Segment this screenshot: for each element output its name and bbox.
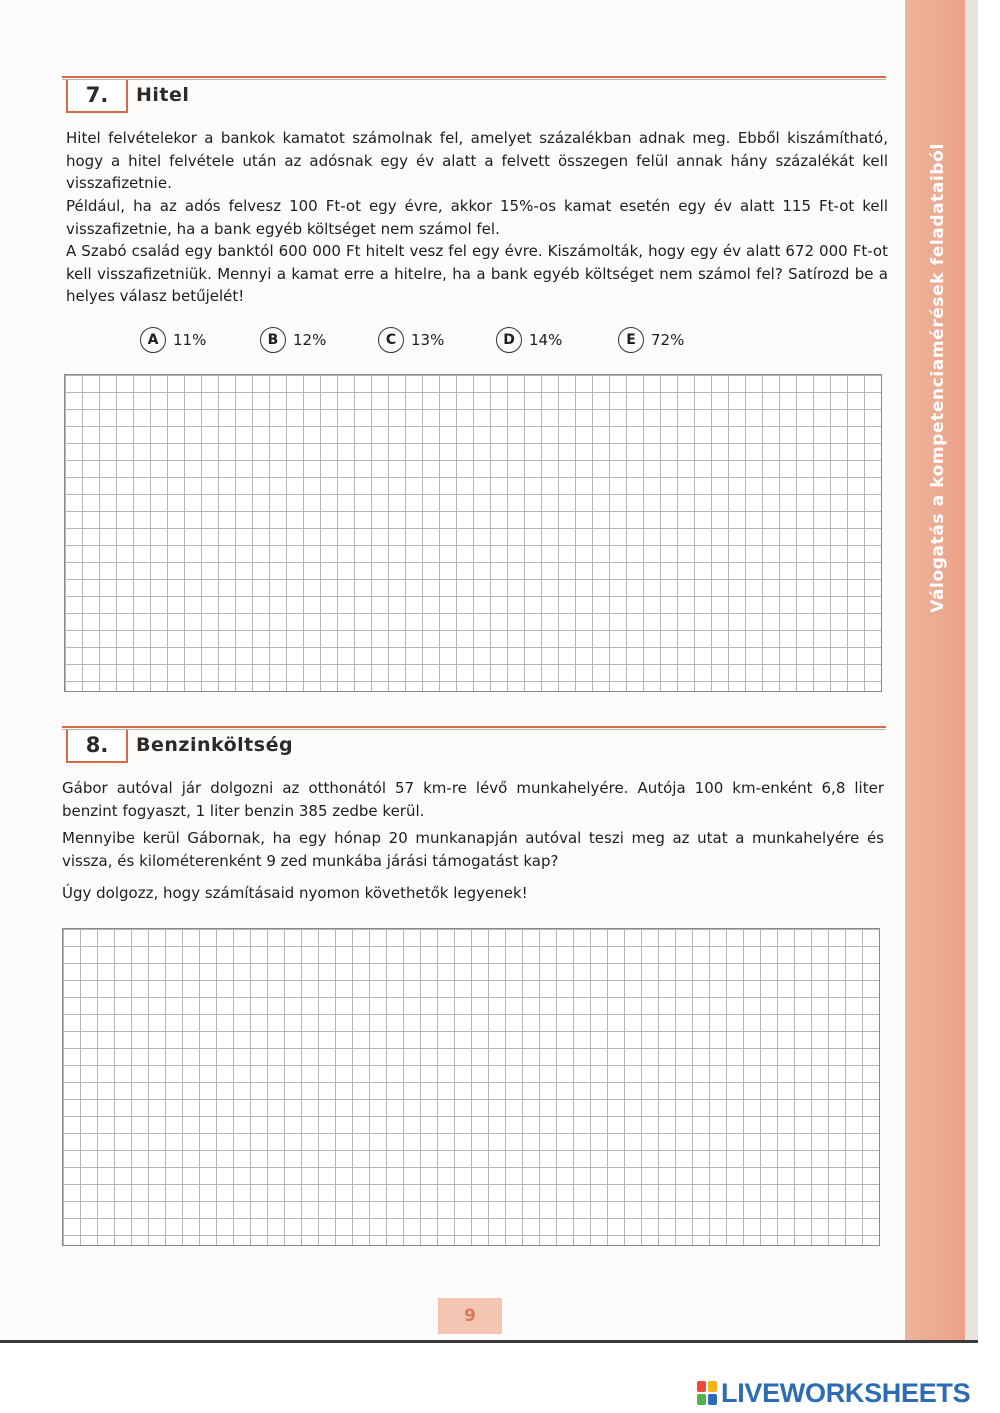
page-number: 9 — [438, 1298, 502, 1334]
liveworksheets-logo-icon — [697, 1381, 717, 1405]
option-c[interactable] — [378, 327, 444, 355]
task8-rule — [62, 726, 886, 730]
task8-header — [62, 726, 886, 766]
task7-rule — [62, 76, 886, 80]
task7-paragraph-2: Például, ha az adós felvesz 100 Ft-ot egy évre, akkor 15%-os kamat esetén egy év alatt 115 Ft-ot kell visszafizetnie, ha a bank egyéb költséget nem számol fel. — [66, 197, 888, 238]
side-tab-label: Válogatás a kompetenciamérések feladataiból — [928, 143, 948, 613]
option-a-letter[interactable]: A — [140, 327, 166, 353]
option-e[interactable] — [618, 327, 684, 355]
task7-number: 7. — [66, 80, 128, 113]
option-e-value: 72% — [651, 331, 685, 349]
task8-work-grid[interactable] — [62, 928, 880, 1246]
option-c-value: 13% — [411, 331, 445, 349]
task7-paragraph-3: A Szabó család egy banktól 600 000 Ft hitelt vesz fel egy évre. Kiszámolták, hogy egy év alatt 672 000 Ft-ot kell visszafizetniük. Mennyi a kamat erre a hitelre, ha a bank egyéb költséget nem számol fel? Satírozd be a helyes válasz betűjelét! — [66, 242, 888, 305]
option-c-letter[interactable]: C — [378, 327, 404, 353]
option-d-value: 14% — [529, 331, 563, 349]
option-d[interactable] — [496, 327, 562, 355]
task7-header — [62, 76, 886, 116]
liveworksheets-text: LIVEWORKSHEETS — [721, 1378, 971, 1408]
option-d-letter[interactable]: D — [496, 327, 522, 353]
option-e-letter[interactable]: E — [618, 327, 644, 353]
task7-answer-options — [140, 327, 740, 357]
option-b-letter[interactable]: B — [260, 327, 286, 353]
task8-paragraph-2: Mennyibe kerül Gábornak, ha egy hónap 20 munkanapján autóval teszi meg az utat a munkahelyére és vissza, és kilométerenként 9 zed munkába járási támogatást kap? — [62, 829, 884, 870]
task8-paragraph-1: Gábor autóval jár dolgozni az otthonától 57 km-re lévő munkahelyére. Autója 100 km-enként 6,8 liter benzint fogyaszt, 1 liter benzin 385 zedbe kerül. — [62, 779, 884, 820]
task8-paragraph-3: Úgy dolgozz, hogy számításaid nyomon követhetők legyenek! — [62, 884, 528, 902]
page-bottom-edge — [0, 1340, 978, 1343]
task7-title: Hitel — [136, 84, 190, 106]
task8-number: 8. — [66, 730, 128, 763]
task7-paragraph-1: Hitel felvételekor a bankok kamatot számolnak fel, amelyet százalékban adnak meg. Ebből kiszámítható, hogy a hitel felvétele után az adósnak egy év alatt a felvett összegen felül annak hány százalékát kell visszafizetnie. — [66, 129, 888, 192]
task8-title: Benzinköltség — [136, 734, 294, 756]
option-b[interactable] — [260, 327, 326, 355]
option-b-value: 12% — [293, 331, 327, 349]
option-a[interactable] — [140, 327, 206, 355]
option-a-value: 11% — [173, 331, 207, 349]
page-edge — [965, 0, 978, 1340]
task7-work-grid[interactable] — [64, 374, 882, 692]
